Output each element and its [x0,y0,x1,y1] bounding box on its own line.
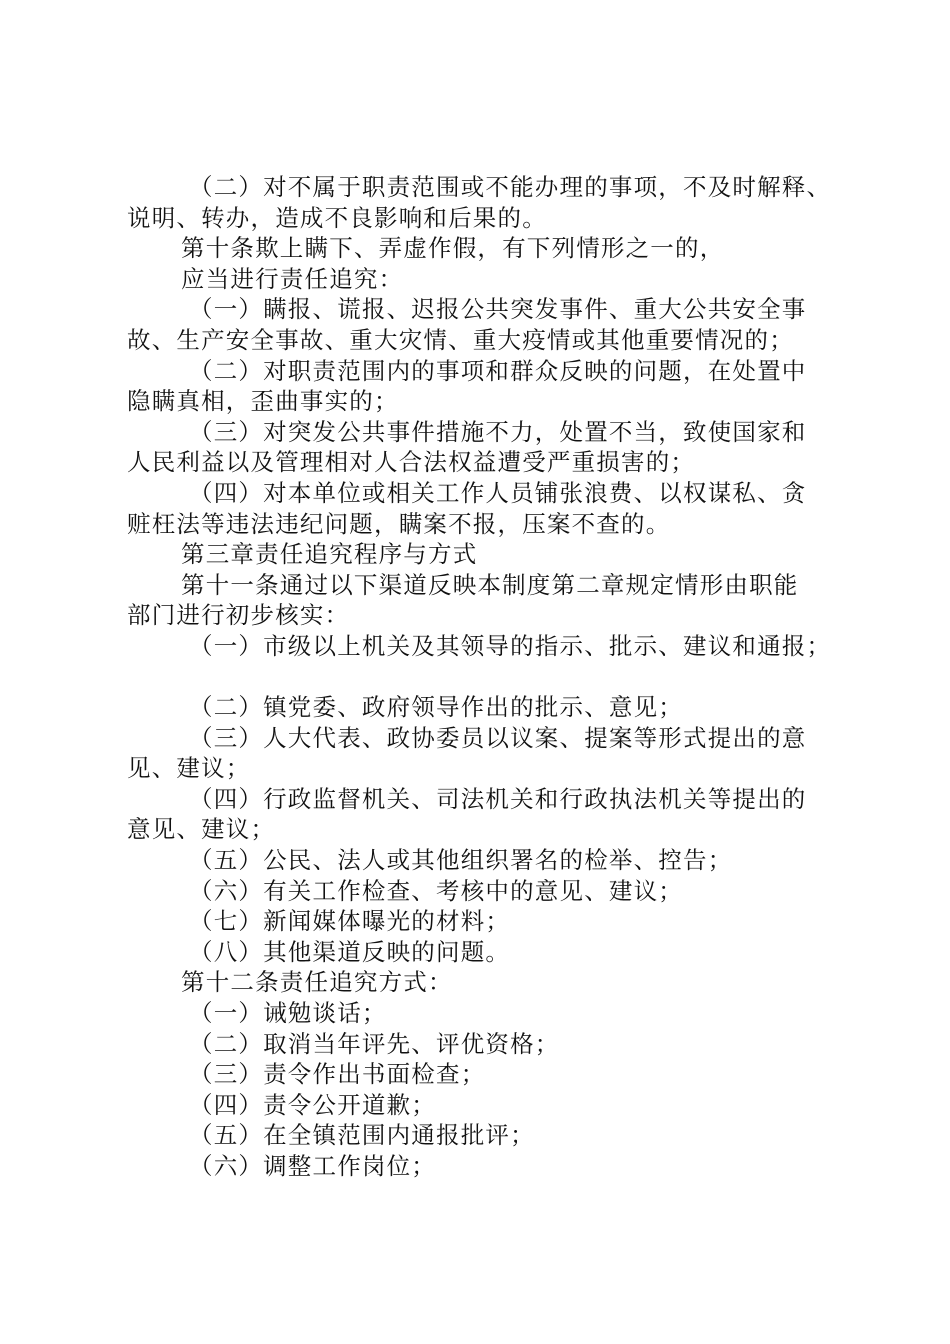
text-line: （二）镇党委、政府领导作出的批示、意见； [189,693,683,722]
text-line: 人民利益以及管理相对人合法权益遭受严重损害的； [127,448,696,477]
text-line: 意见、建议； [127,815,276,844]
text-line: （四）行政监督机关、司法机关和行政执法机关等提出的 [189,784,807,813]
text-line: 隐瞒真相，歪曲事实的； [127,387,399,416]
text-line: （五）在全镇范围内通报批评； [189,1121,535,1150]
text-line: 见、建议； [127,754,251,783]
text-line: （六）有关工作检查、考核中的意见、建议； [189,876,683,905]
text-line: （二）对不属于职责范围或不能办理的事项，不及时解释、 [189,173,832,201]
blank-line [127,662,837,693]
text-line: 说明、转办，造成不良影响和后果的。 [127,203,547,232]
chapter-heading: 第三章责任追究程序与方式 [181,540,478,569]
text-line: （三）对突发公共事件措施不力，处置不当，致使国家和 [189,417,807,446]
text-line: （七）新闻媒体曝光的材料； [189,907,511,936]
text-line: 赃枉法等违法违纪问题，瞒案不报，压案不查的。 [127,509,671,538]
text-line: （四）对本单位或相关工作人员铺张浪费、以权谋私、贪 [189,478,807,507]
text-line: 部门进行初步核实： [127,601,350,630]
text-line: （二）取消当年评先、评优资格； [189,1029,560,1058]
text-line: （五）公民、法人或其他组织署名的检举、控告； [189,846,733,875]
text-line: 应当进行责任追究： [181,264,404,293]
text-line: （一）诫勉谈话； [189,999,387,1028]
text-line: （二）对职责范围内的事项和群众反映的问题，在处置中 [189,356,807,385]
text-line: （八）其他渠道反映的问题。 [189,937,511,966]
text-line: （三）人大代表、政协委员以议案、提案等形式提出的意 [189,723,807,752]
text-line: （六）调整工作岗位； [189,1152,436,1180]
document-body [127,172,837,1182]
text-line: （四）责令公开道歉； [189,1090,436,1119]
text-line: （一）市级以上机关及其领导的指示、批示、建议和通报； [189,631,832,660]
text-line: 故、生产安全事故、重大灾情、重大疫情或其他重要情况的； [127,325,794,354]
text-line: 第十条欺上瞒下、弄虚作假，有下列情形之一的， [181,234,725,263]
text-line: 第十一条通过以下渠道反映本制度第二章规定情形由职能 [181,570,799,599]
text-line: 第十二条责任追究方式： [181,968,453,997]
text-line: （三）责令作出书面检查； [189,1060,486,1089]
text-line: （一）瞒报、谎报、迟报公共突发事件、重大公共安全事 [189,295,807,324]
